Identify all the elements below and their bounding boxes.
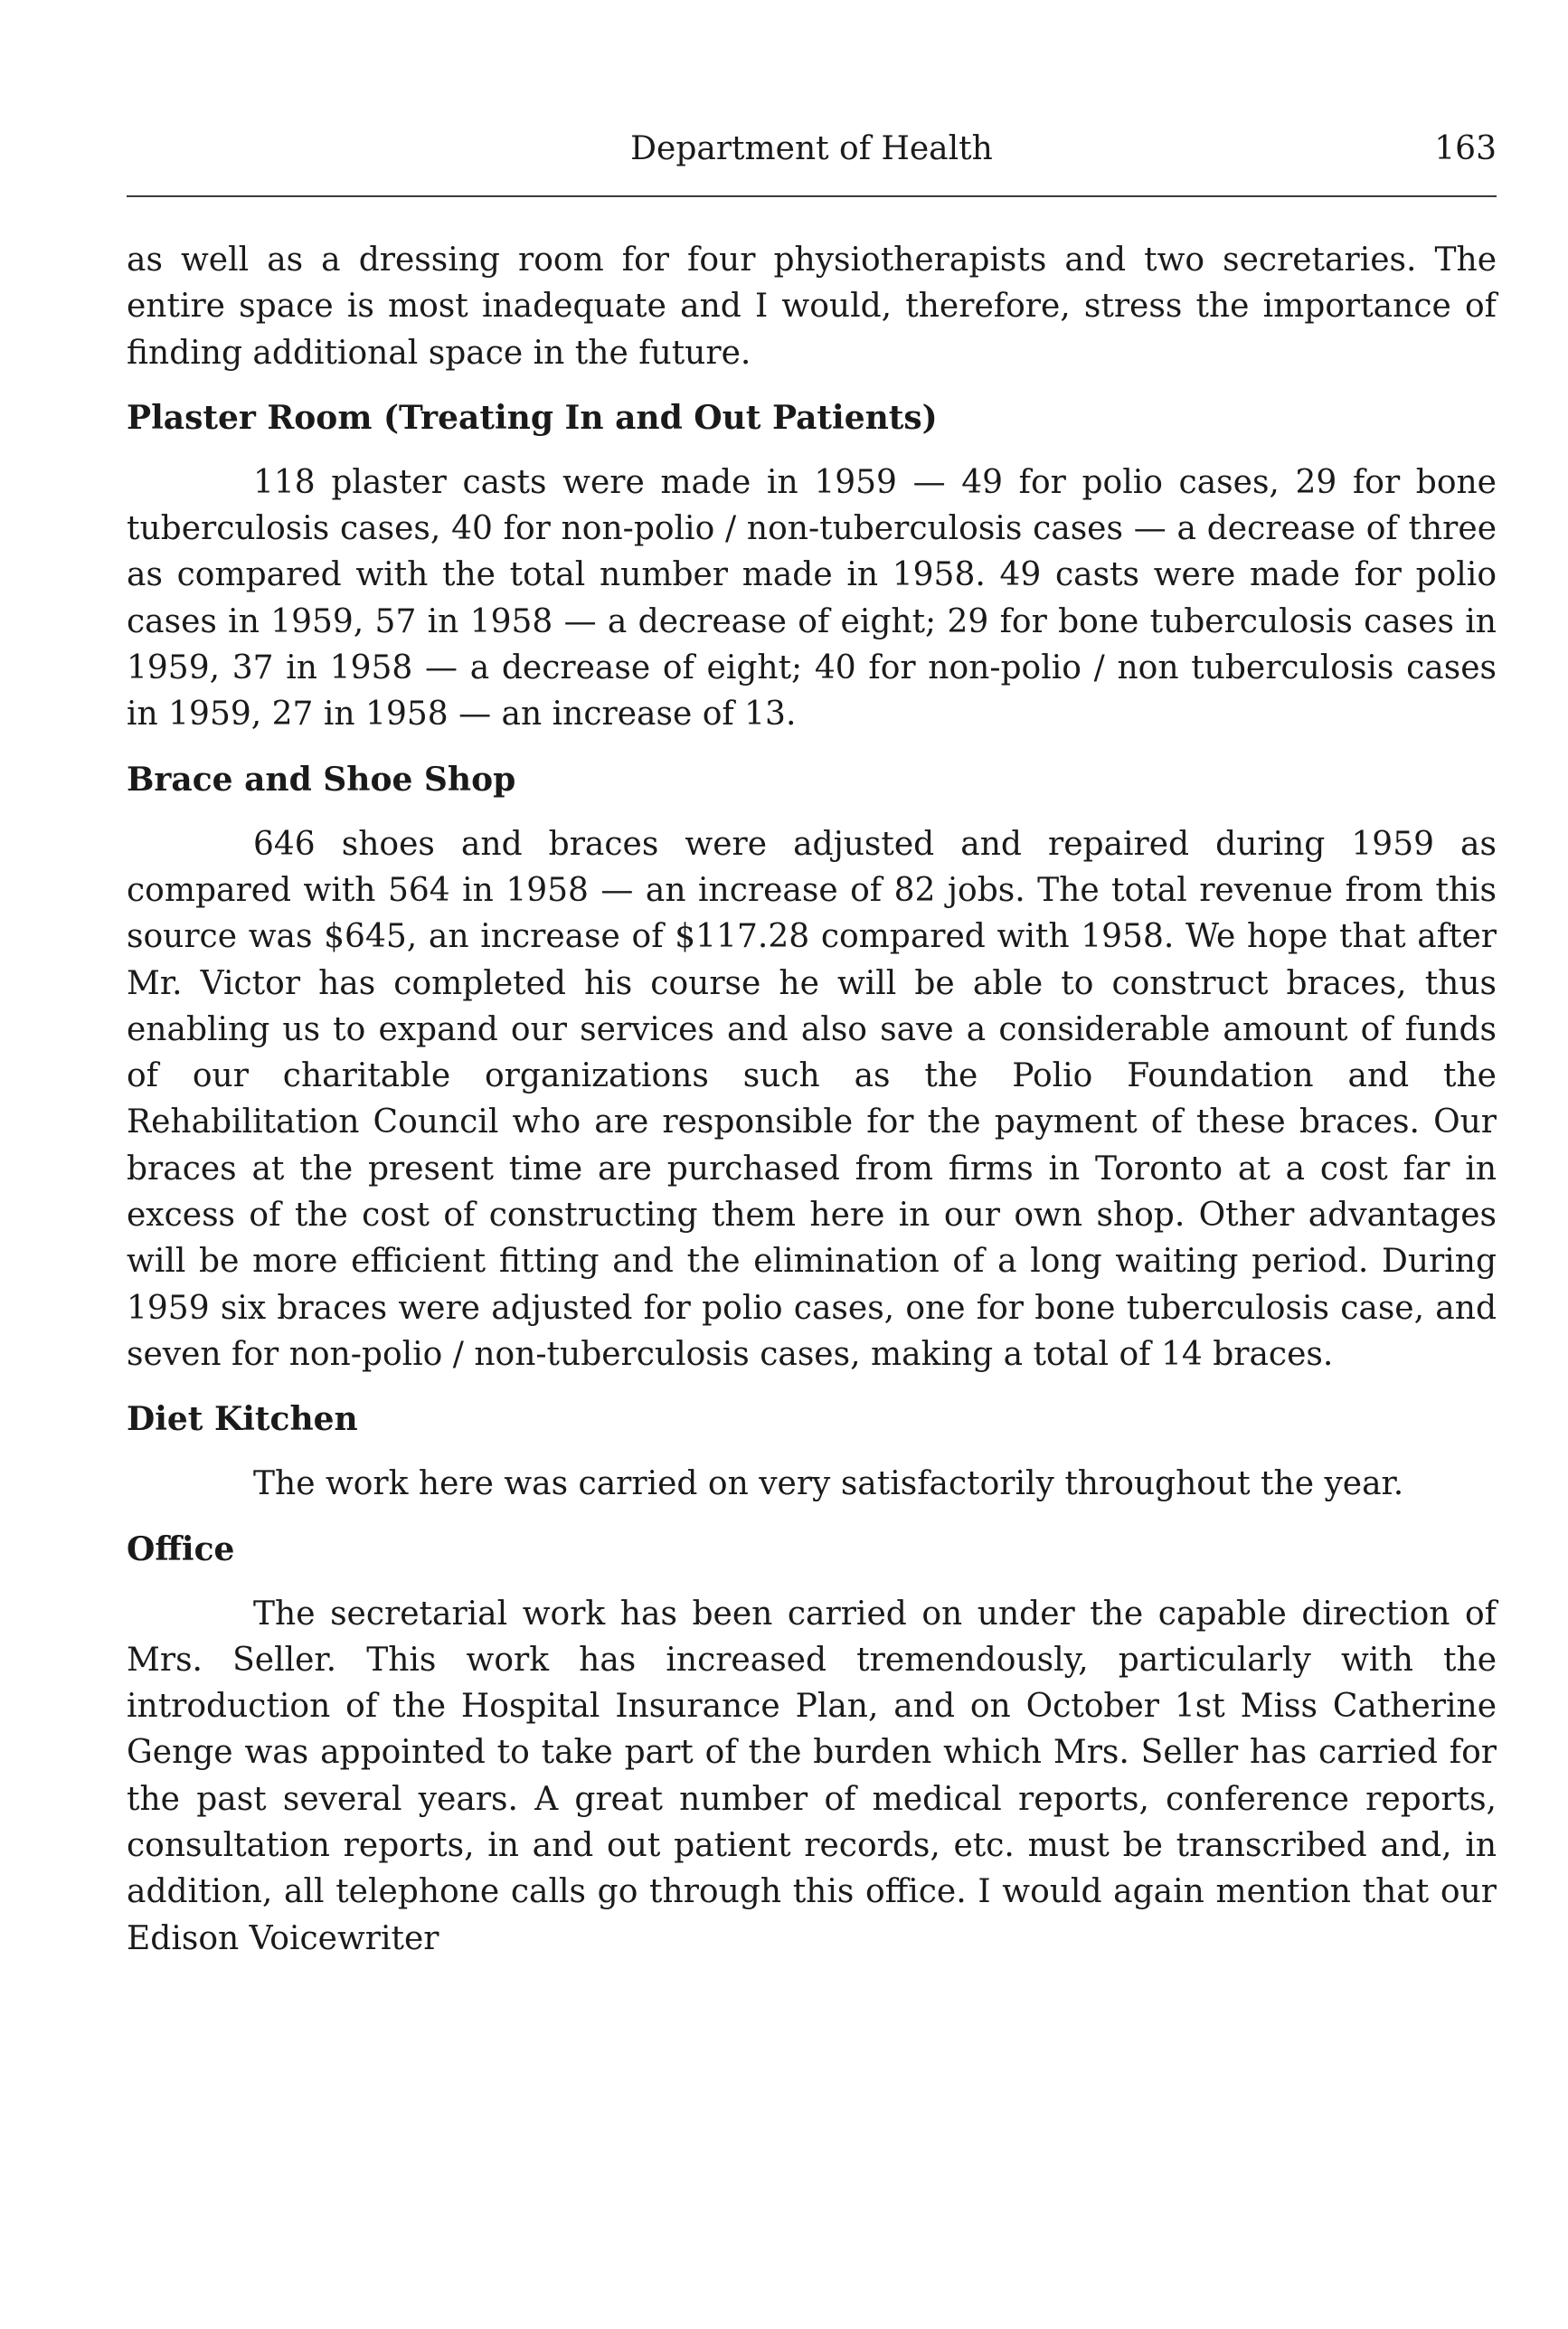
body-text [127, 237, 1497, 1962]
section-heading-office: Office [127, 1529, 235, 1568]
office-paragraph: The secretarial work has been carried on under the capable direction of Mrs. Seller. This work has increased tremendously, particularly with the introduction of the Hospital Insurance Plan, and on October 1st Miss Catherine Genge was appointed to take part of the burden which Mrs. Seller has carried for the past several years. A great number of medical reports, conference reports, consultation reports, in and out patient records, etc. must be transcribed and, in addition, all telephone calls go through this office. I would again mention that our Edison Voicewriter [127, 1595, 1497, 1957]
section-heading-diet-kitchen: Diet Kitchen [127, 1400, 358, 1439]
intro-paragraph: as well as a dressing room for four physiotherapists and two secretaries. The entire space is most inadequate and I would, therefore, stress the importance of finding additional space in the future. [127, 241, 1497, 372]
plaster-room-paragraph: 118 plaster casts were made in 1959 — 49 for polio cases, 29 for bone tuberculosis cases, 40 for non-polio / non-tuberculosis cases — a decrease of three as compared with the total number made in 1958. 49 casts were made for polio cases in 1959, 57 in 1958 — a decrease of eight; 29 for bone tuberculosis cases in 1959, 37 in 1958 — a decrease of eight; 40 for non-polio / non tuberculosis cases in 1959, 27 in 1958 — an increase of 13. [127, 463, 1497, 734]
header-rule [127, 195, 1497, 197]
running-head [127, 128, 1497, 188]
section-heading-plaster-room: Plaster Room (Treating In and Out Patients) [127, 398, 938, 437]
brace-shop-paragraph: 646 shoes and braces were adjusted and repaired during 1959 as compared with 564 in 1958 — an increase of 82 jobs. The total revenue from this source was $645, an increase of $117.28 compared with 1958. We hope that after Mr. Victor has completed his course he will be able to construct braces, thus enabling us to expand our services and also save a considerable amount of funds of our charitable organizations such as the Polio Foundation and the Rehabilitation Council who are responsible for the payment of these braces. Our braces at the present time are purchased from firms in Toronto at a cost far in excess of the cost of constructing them here in our own shop. Other advantages will be more efficient fitting and the elimination of a long waiting period. During 1959 six braces were adjusted for polio cases, one for bone tuberculosis case, and seven for non-polio / non-tuberculosis cases, making a total of 14 braces. [127, 825, 1497, 1373]
running-title: Department of Health [630, 130, 993, 167]
section-heading-brace-shop: Brace and Shoe Shop [127, 760, 516, 799]
page-number: 163 [1434, 130, 1497, 167]
diet-kitchen-paragraph: The work here was carried on very satisfactorily throughout the year. [253, 1465, 1404, 1503]
